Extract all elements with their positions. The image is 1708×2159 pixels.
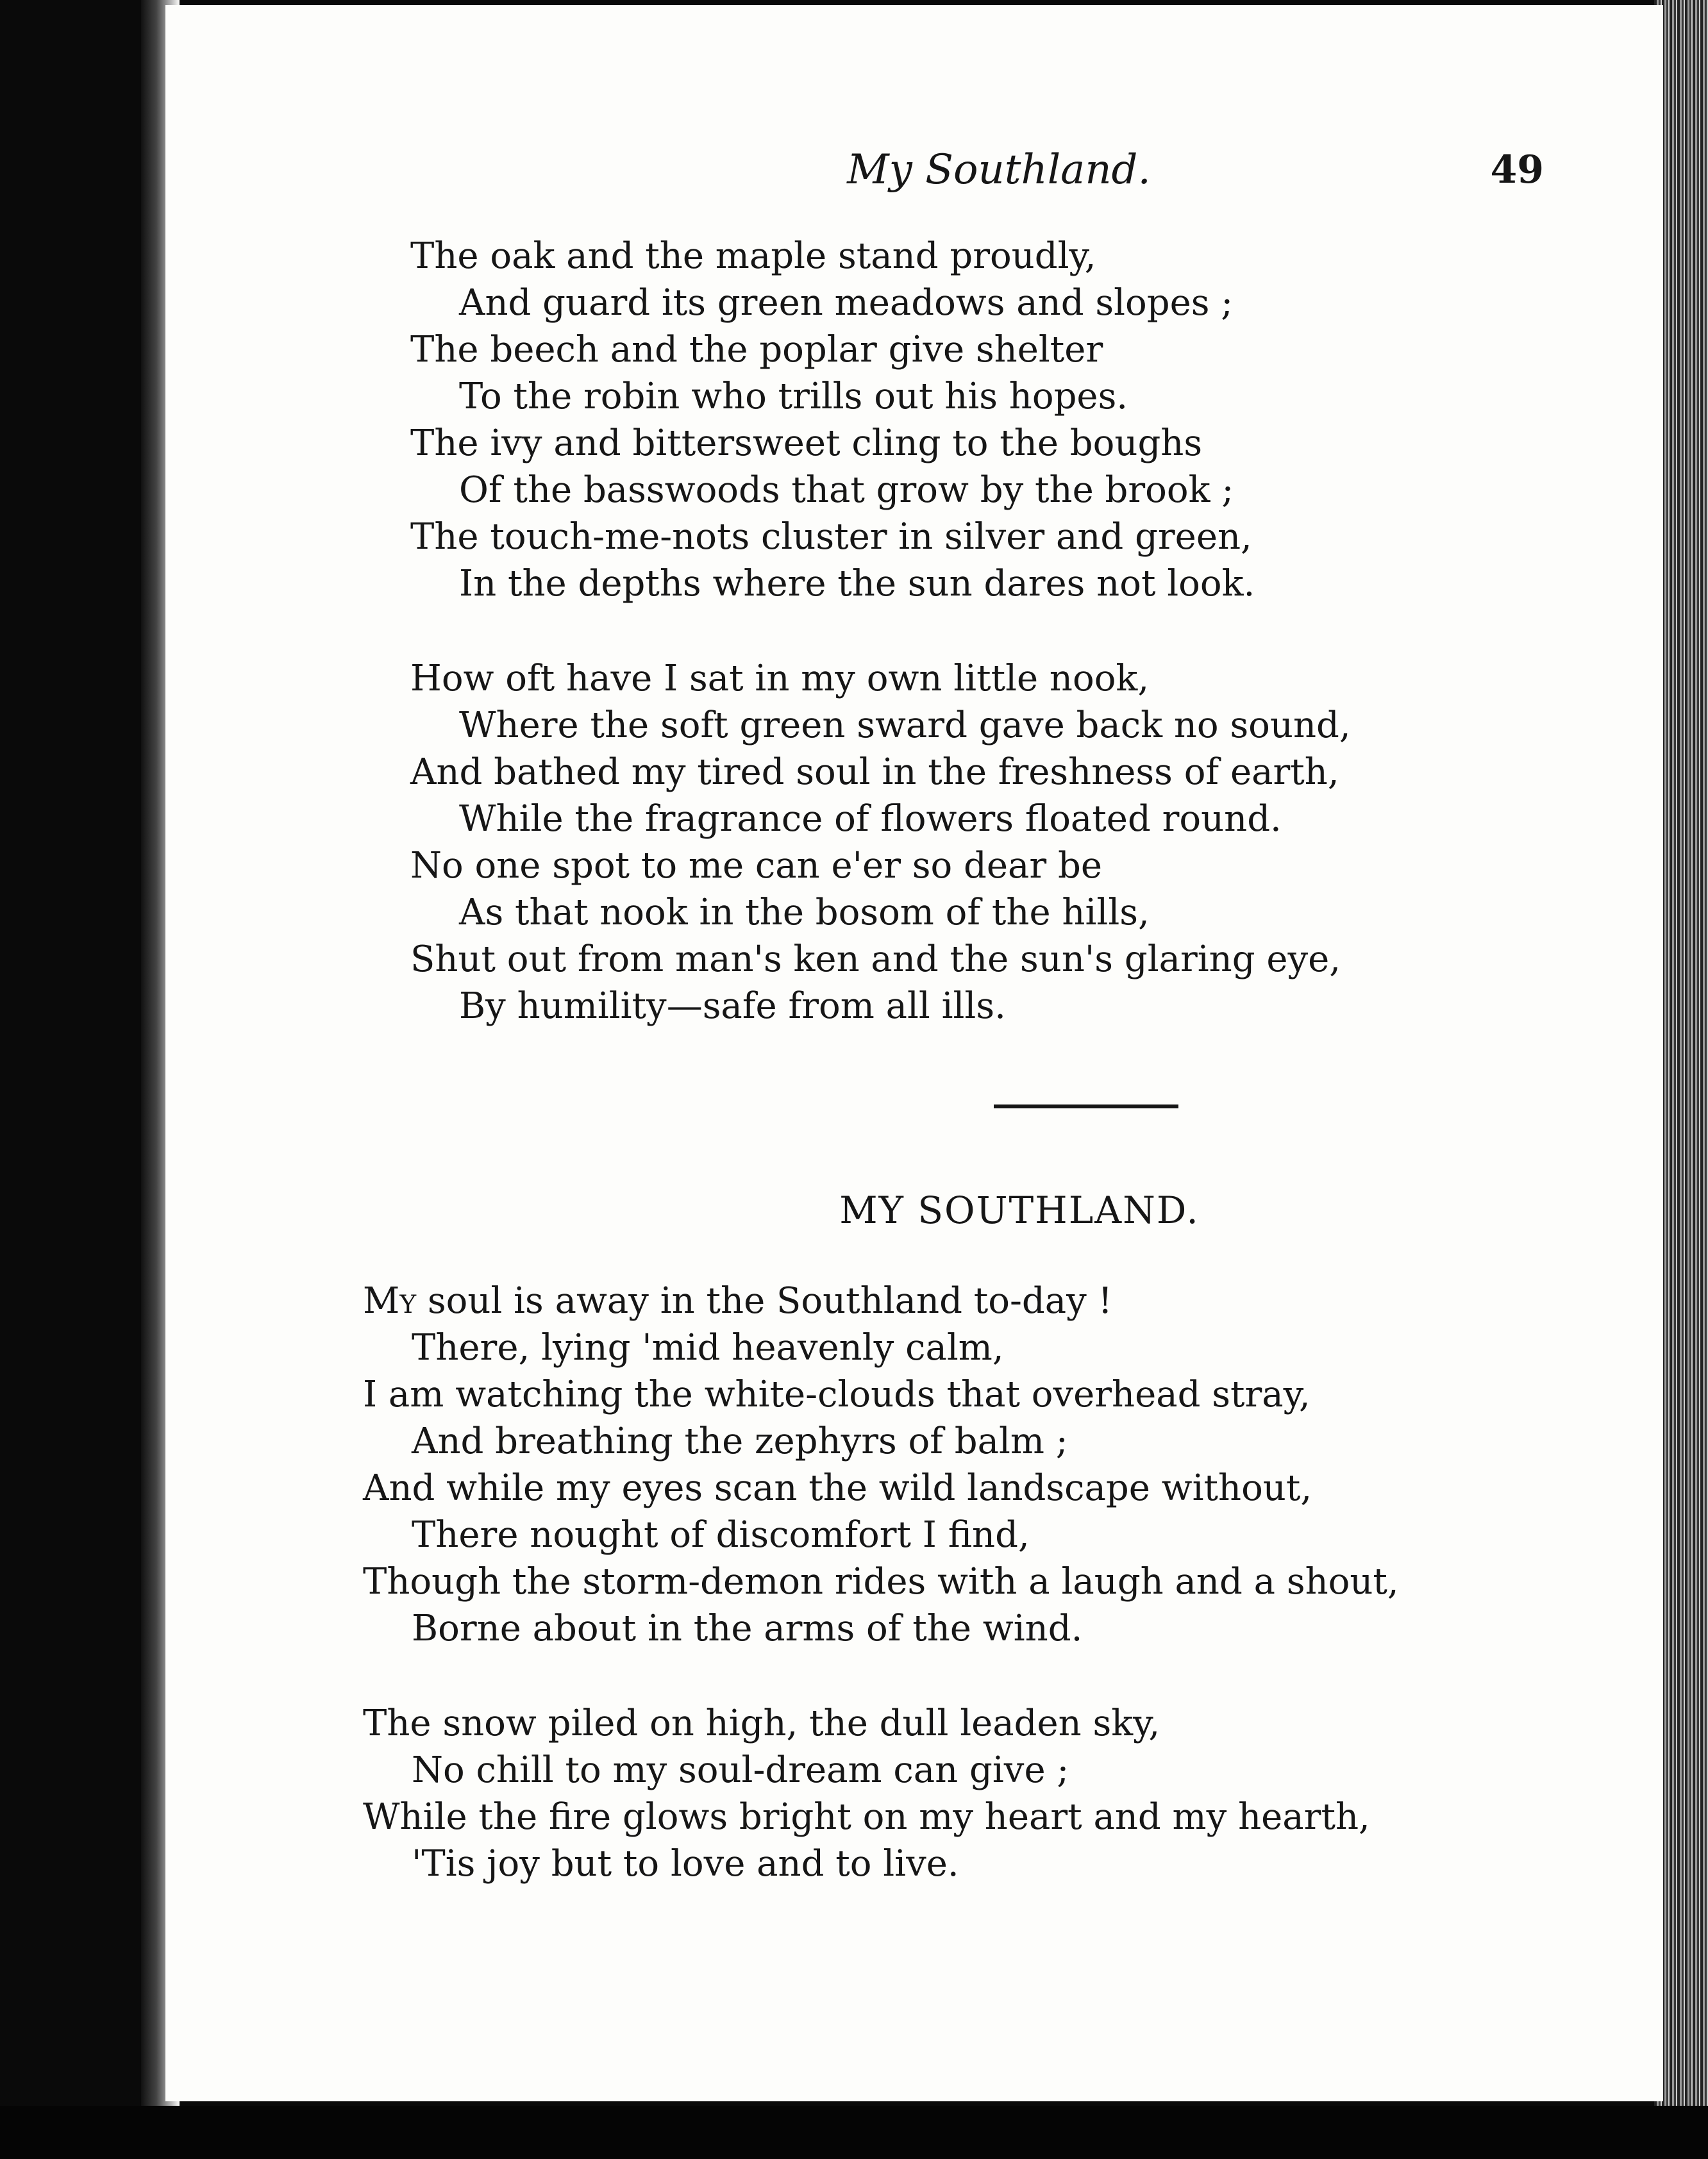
poem-line: How oft have I sat in my own little nook, (410, 658, 1150, 699)
poem-line: No chill to my soul-dream can give ; (412, 1749, 1069, 1791)
poem-line: Of the basswoods that grow by the brook ; (459, 469, 1234, 511)
poem-title: MY SOUTHLAND. (839, 1188, 1200, 1232)
poem-line: In the depths where the sun dares not look. (459, 563, 1255, 604)
poem-line: I am watching the white-clouds that overhead stray, (363, 1374, 1310, 1415)
first-line-rest: soul is away in the Southland to-day ! (416, 1280, 1113, 1322)
poem-line: The snow piled on high, the dull leaden sky, (363, 1703, 1160, 1744)
poem-line: To the robin who trills out his hopes. (459, 376, 1128, 417)
running-head (165, 141, 1663, 199)
poem-line: And guard its green meadows and slopes ; (459, 282, 1234, 324)
poem-line: The ivy and bittersweet cling to the boughs (410, 422, 1203, 464)
poem-line: 'Tis joy but to love and to live. (412, 1843, 959, 1885)
poem-line: Borne about in the arms of the wind. (412, 1608, 1083, 1649)
poem-line: Though the storm-demon rides with a laugh and a shout, (363, 1561, 1399, 1603)
poem-line: And breathing the zephyrs of balm ; (412, 1421, 1068, 1462)
poem-line: And bathed my tired soul in the freshness of earth, (410, 751, 1339, 793)
section-divider-rule (994, 1105, 1178, 1108)
stanza (410, 233, 1661, 607)
poem-continuation (410, 233, 1661, 1029)
poem-line: The touch-me-nots cluster in silver and green, (410, 516, 1252, 558)
poem-line: While the fragrance of flowers floated round. (459, 798, 1282, 840)
stanza (363, 1278, 1613, 1652)
poem-line: No one spot to me can e'er so dear be (410, 845, 1102, 887)
poem-line: As that nook in the bosom of the hills, (459, 892, 1150, 933)
book-page (165, 5, 1663, 2101)
poem-line: And while my eyes scan the wild landscape without, (363, 1467, 1312, 1509)
poem-line: The oak and the maple stand proudly, (410, 235, 1096, 277)
poem-first-line (363, 1278, 1613, 1324)
poem-line: There, lying 'mid heavenly calm, (412, 1327, 1004, 1369)
page-number: 49 (1490, 147, 1544, 192)
poem-line: While the fire glows bright on my heart and my hearth, (363, 1796, 1370, 1838)
scan-bottom-border (0, 2106, 1708, 2159)
poem-line: Shut out from man's ken and the sun's glaring eye, (410, 938, 1341, 980)
poem-line: The beech and the poplar give shelter (410, 329, 1103, 371)
stanza (410, 655, 1661, 1029)
poem-line: Where the soft green sward gave back no sound, (459, 704, 1351, 746)
poem-my-southland (363, 1278, 1613, 1887)
stanza (363, 1700, 1613, 1887)
poem-line: By humility—safe from all ills. (459, 985, 1006, 1027)
first-word-small-caps: My (363, 1280, 417, 1322)
running-title: My Southland. (847, 146, 1151, 194)
poem-line: There nought of discomfort I find, (412, 1514, 1030, 1556)
